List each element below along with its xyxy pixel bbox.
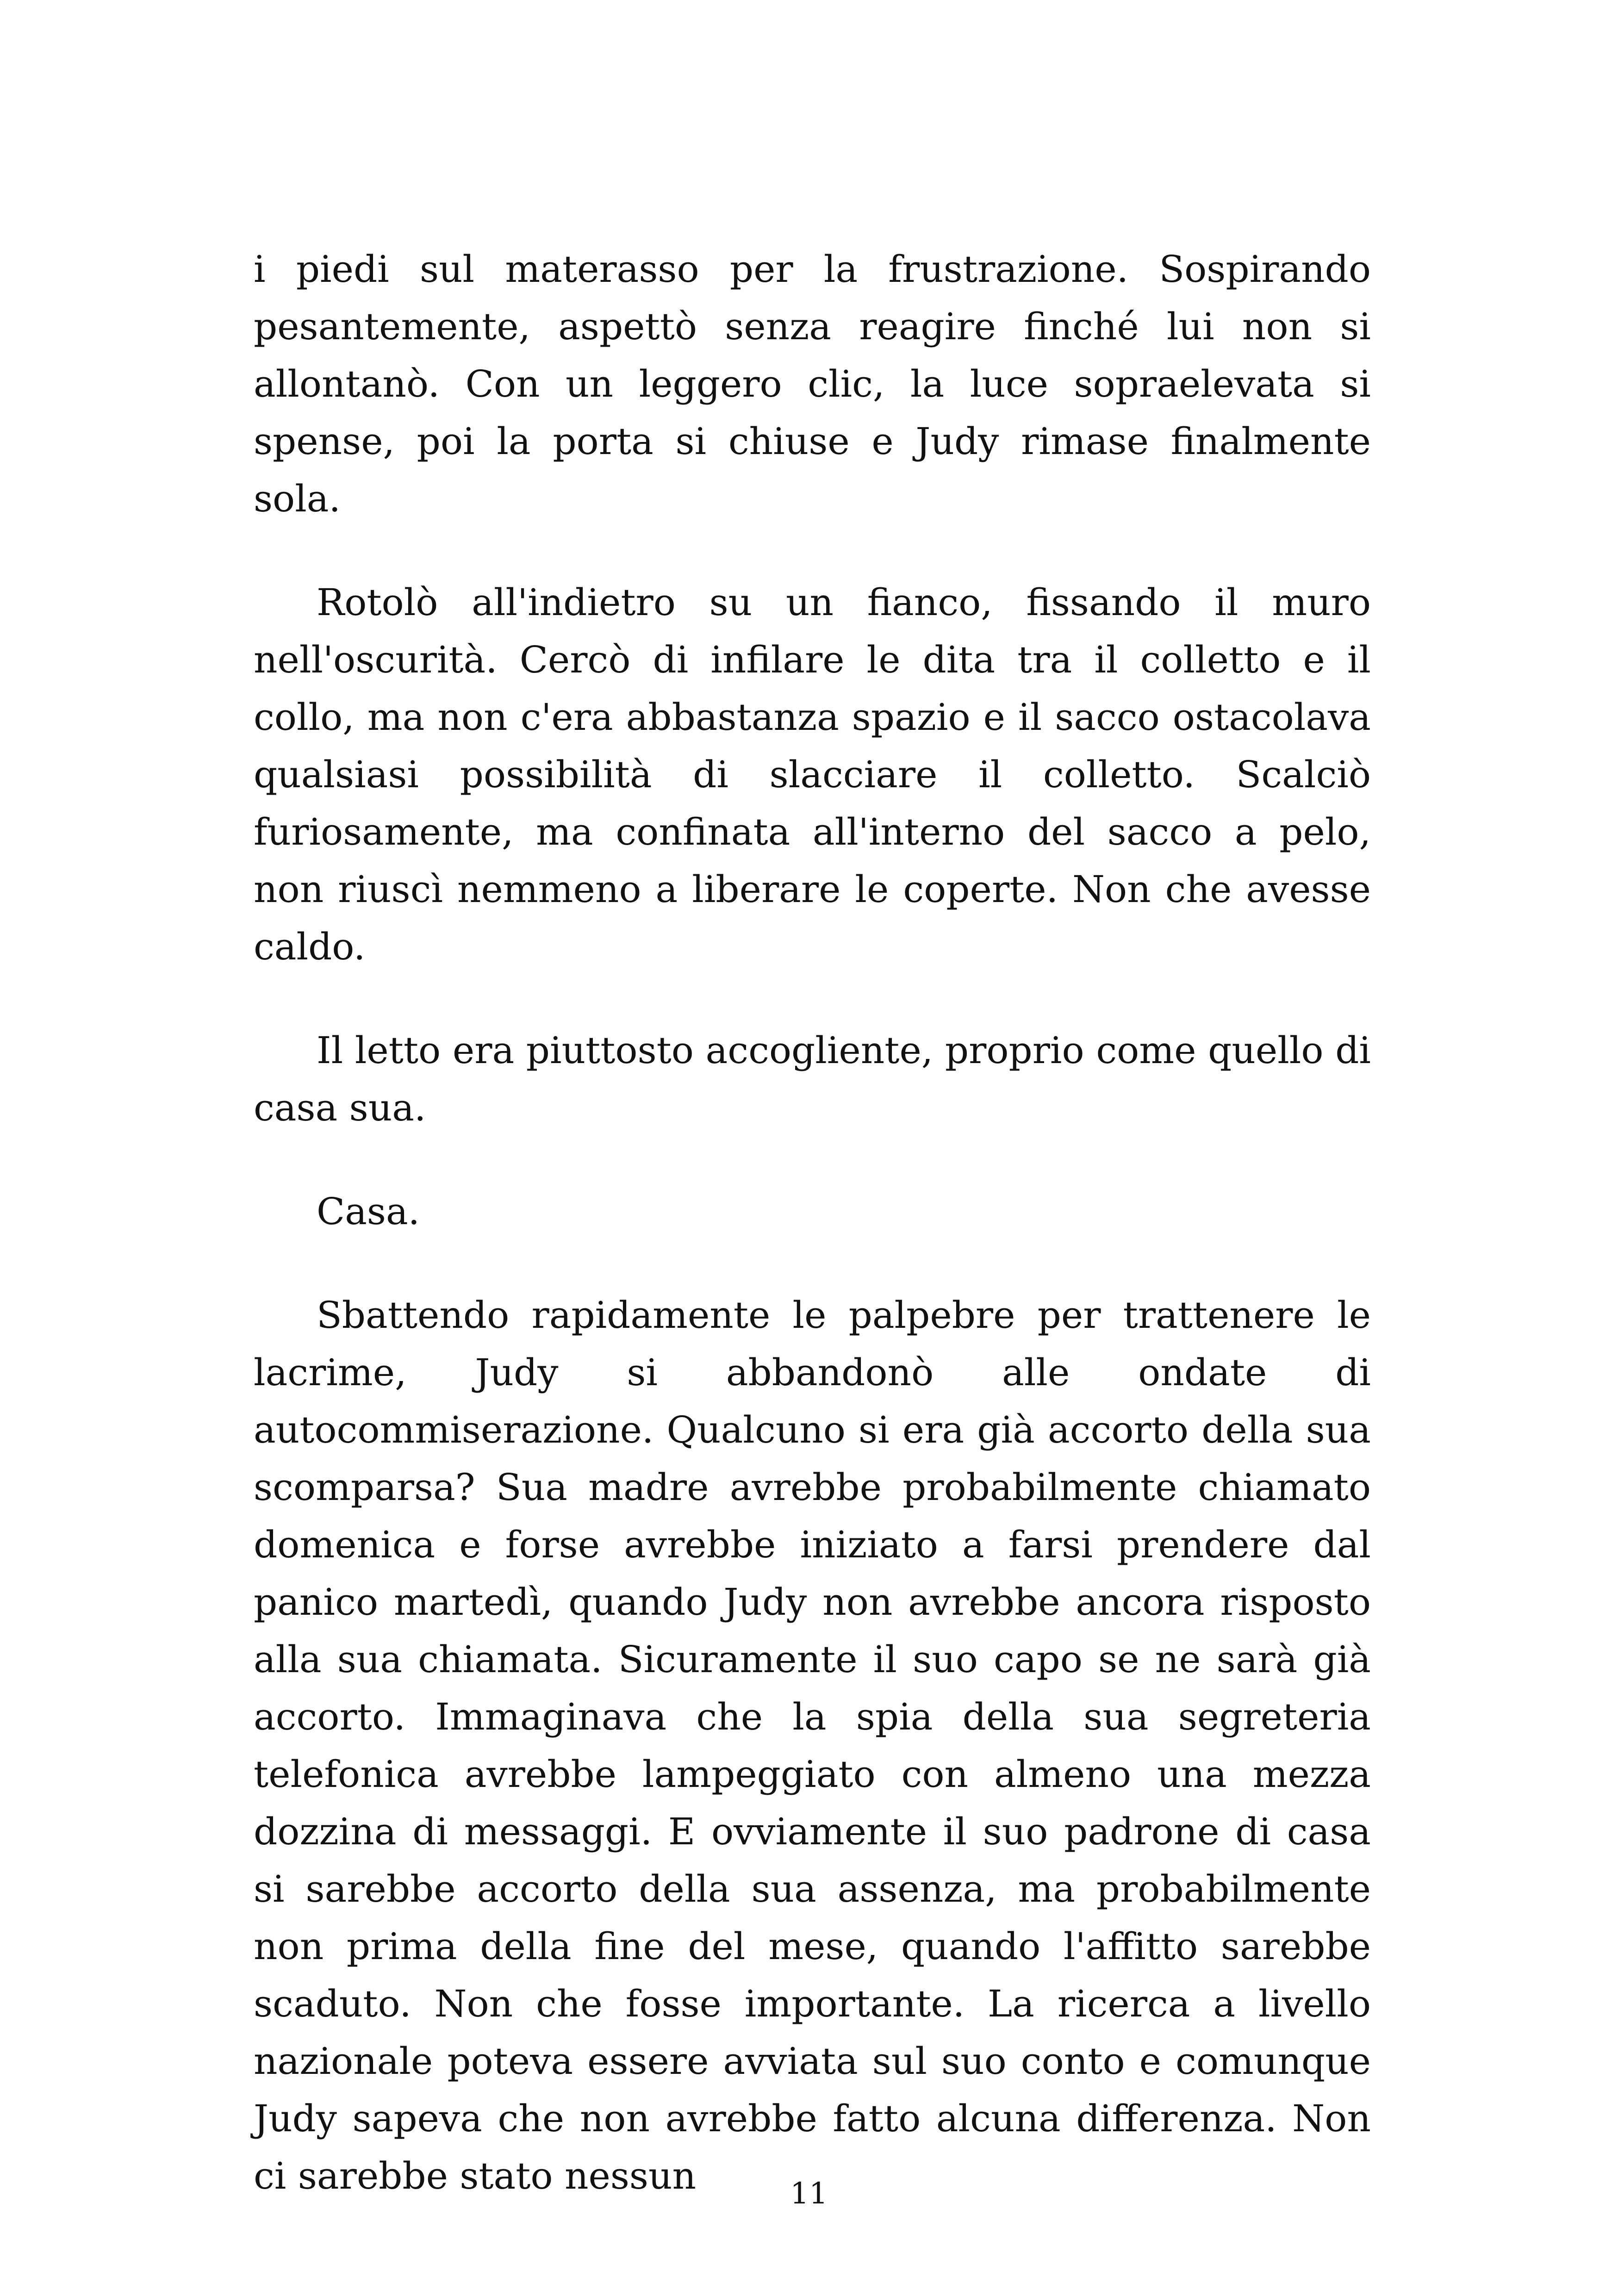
paragraph-5: Sbattendo rapidamente le palpebre per trattenere le lacrime, Judy si abbandonò alle ondate di autocommiserazione. Qualcuno si era già accorto della sua scomparsa? Sua madre avrebbe probabilmente chiamato domenica e forse avrebbe iniziato a farsi prendere dal panico martedì, quando Judy non avrebbe ancora risposto alla sua chiamata. Sicuramente il suo capo se ne sarà già accorto. Immaginava che la spia della sua segreteria telefonica avrebbe lampeggiato con almeno una mezza dozzina di messaggi. E ovviamente il suo padrone di casa si sarebbe accorto della sua assenza, ma probabilmente non prima della fine del mese, quando l'affitto sarebbe scaduto. Non che fosse importante. La ricerca a livello nazionale poteva essere avviata sul suo conto e comunque Judy sapeva che non avrebbe fatto alcuna differenza. Non ci sarebbe stato nessun [254, 1294, 1371, 2197]
paragraph-3: Il letto era piuttosto accogliente, proprio come quello di casa sua. [254, 1029, 1371, 1129]
page-number: 11 [790, 2177, 828, 2211]
paragraph-1: i piedi sul materasso per la frustrazione. Sospirando pesantemente, aspettò senza reagire finché lui non si allontanò. Con un leggero clic, la luce sopraelevata si spense, poi la porta si chiuse e Judy rimase finalmente sola. [254, 248, 1371, 520]
paragraph-2: Rotolò all'indietro su un fianco, fissando il muro nell'oscurità. Cercò di infilare le dita tra il colletto e il collo, ma non c'era abbastanza spazio e il sacco ostacolava qualsiasi possibilità di slacciare il colletto. Scalciò furiosamente, ma confinata all'interno del sacco a pelo, non riuscì nemmeno a liberare le coperte. Non che avesse caldo. [254, 581, 1371, 968]
paragraph-4: Casa. [317, 1190, 420, 1233]
body-text [254, 241, 1371, 2205]
